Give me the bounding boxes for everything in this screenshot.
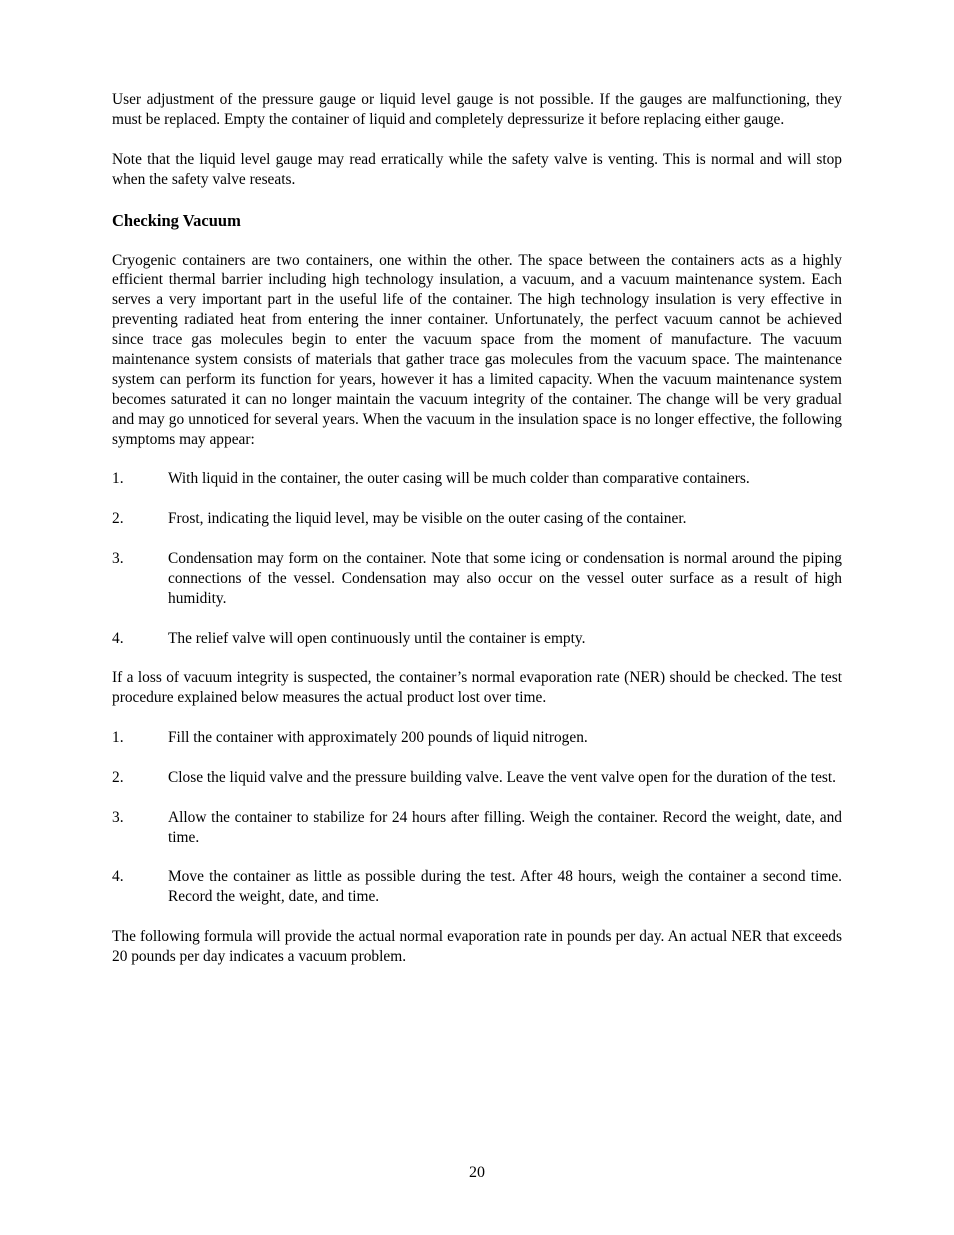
list-item <box>112 808 842 848</box>
list-item-text: Frost, indicating the liquid level, may be visible on the outer casing of the container. <box>168 510 687 528</box>
ner-intro-paragraph: If a loss of vacuum integrity is suspected, the container’s normal evaporation rate (NER) should be checked. The test procedure explained below measures the actual product lost over time. <box>112 669 842 707</box>
list-item-number: 1. <box>112 729 124 747</box>
list-item-number: 4. <box>112 868 124 886</box>
list-item <box>112 469 842 489</box>
list-item-text: The relief valve will open continuously until the container is empty. <box>168 629 586 647</box>
section-body-paragraph: Cryogenic containers are two containers, one within the other. The space between the containers acts as a highly efficient thermal barrier including high technology insulation, a vacuum, and a vacuum maintenance system. Each serves a very important part in the useful life of the container. The high technology insulation is very effective in preventing radiated heat from entering the inner container. Unfortunately, the perfect vacuum cannot be achieved since trace gas molecules begin to enter the vacuum space from the moment of manufacture. The vacuum maintenance system consists of materials that gather trace gas molecules from the vacuum space. The maintenance system can perform its function for years, however it has a limited capacity. When the vacuum maintenance system becomes saturated it can no longer maintain the vacuum integrity of the container. The change will be very gradual and may go unnoticed for several years. When the vacuum in the insulation space is no longer effective, the following symptoms may appear: <box>112 251 842 448</box>
formula-intro-paragraph: The following formula will provide the actual normal evaporation rate in pounds per day. An actual NER that exceeds 20 pounds per day indicates a vacuum problem. <box>112 928 842 966</box>
list-item-text: Close the liquid valve and the pressure building valve. Leave the vent valve open for the duration of the test. <box>168 768 837 786</box>
list-item-number: 2. <box>112 510 124 528</box>
list-item <box>112 509 842 529</box>
list-item-text: Move the container as little as possible during the test. After 48 hours, weigh the container a second time. Record the weight, date, and time. <box>168 868 842 906</box>
test-steps-list <box>112 728 842 907</box>
list-item <box>112 867 842 907</box>
list-item-number: 4. <box>112 629 124 647</box>
intro-paragraph-level-gauge-note: Note that the liquid level gauge may read erratically while the safety valve is venting. This is normal and will stop when the safety valve reseats. <box>112 150 842 188</box>
list-item-text: Condensation may form on the container. Note that some icing or condensation is normal around the piping connections of the vessel. Condensation may also occur on the vessel outer surface as a result of high humidity. <box>168 550 842 607</box>
list-item <box>112 629 842 649</box>
document-page <box>112 90 842 987</box>
list-item <box>112 728 842 748</box>
list-item-number: 2. <box>112 768 124 786</box>
intro-paragraph-gauges: User adjustment of the pressure gauge or liquid level gauge is not possible. If the gauges are malfunctioning, they must be replaced. Empty the container of liquid and completely depressurize it before replacing either gauge. <box>112 91 842 128</box>
section-heading: Checking Vacuum <box>112 210 241 230</box>
symptoms-list <box>112 469 842 648</box>
list-item <box>112 768 842 788</box>
list-item-number: 1. <box>112 470 124 488</box>
list-item <box>112 549 842 609</box>
list-item-text: With liquid in the container, the outer casing will be much colder than comparative containers. <box>168 470 750 488</box>
list-item-text: Allow the container to stabilize for 24 hours after filling. Weigh the container. Record the weight, date, and time. <box>168 808 842 846</box>
list-item-number: 3. <box>112 550 124 568</box>
page-number: 20 <box>469 1164 485 1181</box>
list-item-number: 3. <box>112 808 124 826</box>
list-item-text: Fill the container with approximately 200 pounds of liquid nitrogen. <box>168 729 588 747</box>
